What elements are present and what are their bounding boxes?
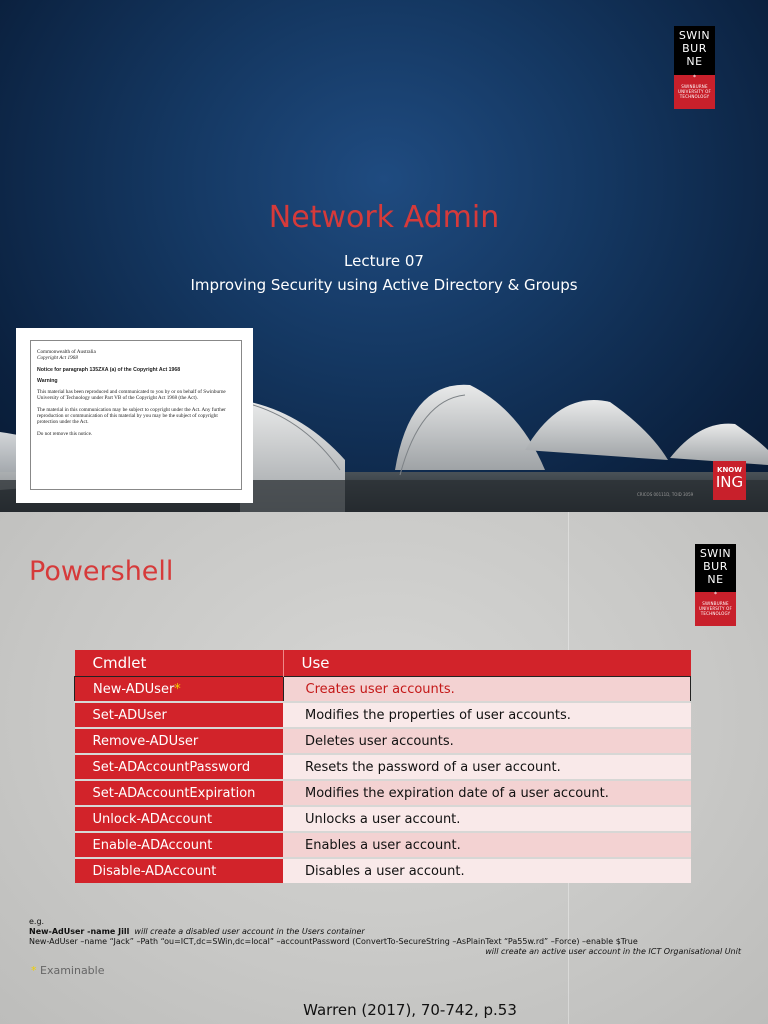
cmdlet-cell: Enable-ADAccount: [75, 832, 284, 858]
notice-line-2: Copyright Act 1968: [37, 355, 78, 362]
logo-star: *: [714, 591, 717, 598]
table-row: [75, 780, 691, 806]
example-cmd-2: New-AdUser –name “Jack” –Path “ou=ICT,dc=SWin,dc=local” –accountPassword (ConvertTo-SecureString –AsPlainText “Pa55w.rd” –Force) –enable $True: [29, 937, 638, 946]
swinburne-logo: [695, 544, 736, 626]
cmdlet-cell: Remove-ADUser: [75, 728, 284, 754]
logo-line-3: NE: [707, 573, 724, 586]
logo-line-1: SWIN: [699, 547, 732, 560]
cmdlet-cell: Disable-ADAccount: [75, 858, 284, 883]
slide-title: Network Admin: [268, 200, 500, 235]
use-cell: Deletes user accounts.: [283, 728, 691, 754]
header-cmdlet: Cmdlet: [75, 650, 284, 677]
cmdlet-cell: [75, 677, 284, 703]
lecture-number: Lecture 07: [344, 252, 424, 270]
lecture-subtitle: Improving Security using Active Directory & Groups: [190, 276, 578, 294]
logo-line-1: SWIN: [678, 29, 711, 42]
use-cell: Resets the password of a user account.: [283, 754, 691, 780]
cmdlet-cell: Unlock-ADAccount: [75, 806, 284, 832]
table-row: [75, 754, 691, 780]
logo-line-2: BUR: [682, 42, 707, 55]
example-block: [29, 917, 759, 957]
logo-sub-3: TECHNOLOGY: [700, 611, 731, 616]
example-label: e.g.: [29, 917, 45, 926]
logo-sub-1: SWINBURNE: [681, 84, 708, 89]
table-row: [75, 806, 691, 832]
powershell-slide: [0, 512, 768, 1024]
notice-line-1: Commonwealth of Australia: [37, 349, 96, 355]
reference: Warren (2017), 70-742, p.53: [303, 1001, 517, 1019]
cmdlet-table: [74, 650, 691, 883]
use-cell: Modifies the expiration date of a user account.: [283, 780, 691, 806]
examinable-star: *: [174, 681, 181, 697]
cricos-credit: CRICOS 00111D, TOID 3059: [637, 492, 694, 497]
example-desc-2: will create an active user account in the ICT Organisational Unit: [485, 947, 741, 956]
notice-heading: Notice for paragraph 135ZXA (a) of the Copyright Act 1968: [37, 366, 181, 373]
table-row: [75, 702, 691, 728]
table-header-row: [75, 650, 691, 677]
use-cell: Disables a user account.: [283, 858, 691, 883]
logo-sub-2: UNIVERSITY OF: [698, 606, 733, 611]
copyright-notice: [16, 328, 253, 503]
use-cell: Enables a user account.: [283, 832, 691, 858]
use-cell: Modifies the properties of user accounts.: [283, 702, 691, 728]
legend-label: Examinable: [40, 964, 105, 977]
cmdlet-name: New-ADUser: [93, 681, 175, 697]
swinburne-logo: [674, 26, 715, 109]
examinable-legend: [31, 964, 105, 977]
header-use: Use: [283, 650, 691, 677]
table-row: [75, 728, 691, 754]
example-desc-1: will create a disabled user account in the Users container: [134, 927, 365, 936]
cmdlet-cell: Set-ADAccountExpiration: [75, 780, 284, 806]
cmdlet-cell: Set-ADAccountPassword: [75, 754, 284, 780]
notice-para-2: The material in this communication may be subject to copyright under the Act. Any further reproduction or communication of this material by you may be the subject of copyright protection under the Act.: [37, 406, 226, 426]
knowing-badge: [713, 461, 746, 500]
logo-line-2: BUR: [703, 560, 728, 573]
legend-star: *: [31, 964, 37, 977]
notice-para-1: This material has been reproduced and communicated to you by or on behalf of Swinburne University of Technology under Part VB of the Copyright Act 1968 (the Act).: [37, 389, 226, 402]
cmdlet-cell: Set-ADUser: [75, 702, 284, 728]
knowing-line-2: ING: [715, 473, 744, 491]
logo-sub-2: UNIVERSITY OF: [677, 89, 712, 94]
notice-para-3: Do not remove this notice.: [37, 430, 93, 437]
slide-title: Powershell: [29, 556, 174, 587]
table-row: [75, 858, 691, 883]
example-cmd-1: New-AdUser -name Jill: [29, 927, 130, 936]
logo-star: *: [693, 74, 696, 81]
logo-sub-1: SWINBURNE: [702, 601, 729, 606]
logo-line-3: NE: [686, 55, 703, 68]
use-cell: Unlocks a user account.: [283, 806, 691, 832]
logo-sub-3: TECHNOLOGY: [679, 94, 710, 99]
notice-warning: Warning: [37, 377, 58, 384]
table-row: [75, 832, 691, 858]
use-cell: Creates user accounts.: [283, 677, 691, 703]
table-row: [75, 677, 691, 703]
knowing-line-1: KNOW: [717, 466, 742, 474]
